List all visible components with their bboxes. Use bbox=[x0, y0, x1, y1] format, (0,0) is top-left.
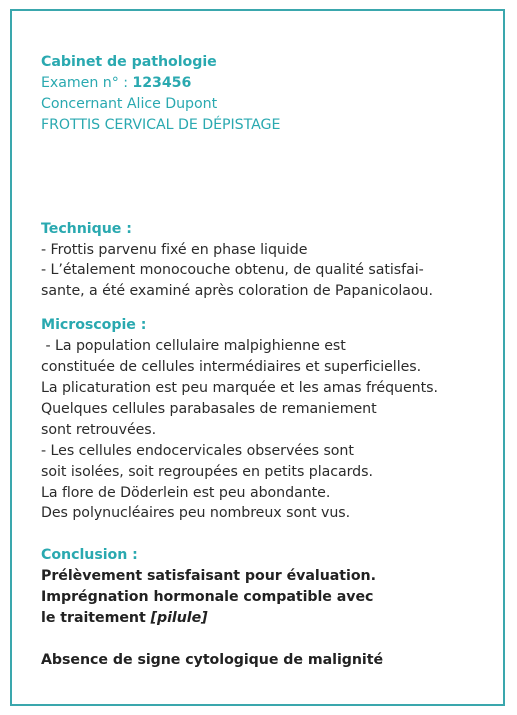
lab-name: Cabinet de pathologie bbox=[41, 54, 217, 70]
technique-line: sante, a été examiné après coloration de Papanicolaou. bbox=[41, 283, 433, 300]
microscopie-line: Quelques cellules parabasales de remaniement bbox=[41, 400, 377, 417]
microscopie-line: La plicaturation est peu marquée et les amas fréquents. bbox=[41, 379, 438, 396]
spacer bbox=[41, 136, 481, 219]
microscopie-line: - La population cellulaire malpighienne est bbox=[41, 338, 346, 355]
microscopie-line: Des polynucléaires peu nombreux sont vus. bbox=[41, 505, 351, 522]
exam-number: 123456 bbox=[132, 74, 192, 91]
spacer bbox=[41, 302, 481, 315]
final-diagnosis: Absence de signe cytologique de malignité bbox=[41, 651, 384, 668]
conclusion-prefix: le traitement bbox=[41, 610, 151, 627]
conclusion-line: Prélèvement satisfaisant pour évaluation. bbox=[41, 568, 376, 585]
patient-line: Concernant Alice Dupont bbox=[41, 95, 218, 112]
microscopie-title: Microscopie : bbox=[41, 317, 147, 334]
microscopie-line: soit isolées, soit regroupées en petits placards. bbox=[41, 463, 373, 480]
conclusion-title: Conclusion : bbox=[41, 547, 138, 564]
microscopie-line: - Les cellules endocervicales observées sont bbox=[41, 442, 354, 459]
exam-label: Examen n° : bbox=[41, 74, 133, 91]
report-content bbox=[41, 52, 481, 671]
exam-number-line bbox=[41, 73, 481, 94]
microscopie-line: sont retrouvées. bbox=[41, 421, 157, 438]
microscopie-line: La flore de Döderlein est peu abondante. bbox=[41, 484, 331, 501]
technique-title: Technique : bbox=[41, 220, 132, 237]
technique-line: - L’étalement monocouche obtenu, de qualité satisfai- bbox=[41, 262, 424, 279]
technique-line: - Frottis parvenu fixé en phase liquide bbox=[41, 241, 308, 258]
microscopie-line: constituée de cellules intermédiaires et superficielles. bbox=[41, 359, 422, 376]
conclusion-line: Imprégnation hormonale compatible avec bbox=[41, 589, 374, 606]
spacer bbox=[41, 524, 481, 545]
spacer bbox=[41, 629, 481, 650]
conclusion-line bbox=[41, 608, 481, 629]
treatment-note: [pilule] bbox=[150, 610, 208, 627]
exam-type: FROTTIS CERVICAL DE DÉPISTAGE bbox=[41, 116, 281, 133]
